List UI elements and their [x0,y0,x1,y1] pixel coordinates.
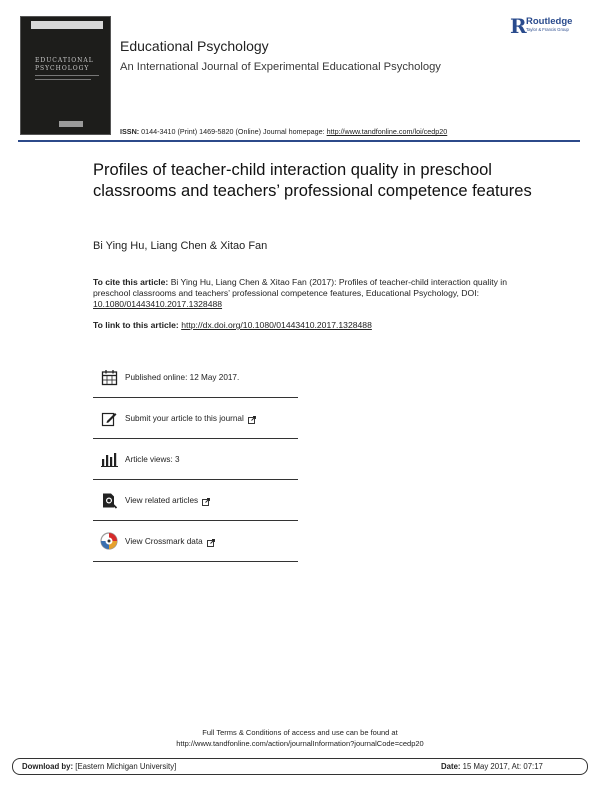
calendar-icon [100,368,118,386]
submit-article-link[interactable]: Submit your article to this journal [125,413,244,423]
downloaded-by [22,762,176,771]
submit-article-item[interactable] [93,398,298,439]
issn-line [120,127,447,136]
published-online-text: Published online: 12 May 2017. [125,372,240,382]
search-document-icon [100,491,118,509]
edit-icon [100,409,118,427]
article-title: Profiles of teacher-child interaction quality in preschool classrooms and teachers’ professional competence features [93,161,532,200]
article-info-list [93,357,298,562]
published-online-item [93,357,298,398]
terms-footer [0,727,600,749]
article-link[interactable]: http://dx.doi.org/10.1080/01443410.2017.1328488 [181,320,372,330]
header-divider [18,140,580,142]
cover-title: EDUCATIONAL PSYCHOLOGY [35,57,94,72]
article-views-text: Article views: 3 [125,454,180,464]
journal-cover-image [20,16,111,135]
article-link-line [93,320,372,330]
cover-rule [35,79,91,80]
download-date [441,762,543,771]
publisher-name: Routledge [526,16,573,27]
crossmark-item[interactable] [93,521,298,562]
external-link-icon [207,532,215,551]
article-views-item [93,439,298,480]
citation-label: To cite this article: [93,277,169,287]
citation-text: Bi Ying Hu, Liang Chen & Xitao Fan (2017): Profiles of teacher-child interaction quality in preschool classrooms and teachers’ professional competence features, Educational Psychology, DOI: [93,277,507,298]
issn-text: 0144-3410 (Print) 1469-5820 (Online) Journal homepage: [141,127,325,136]
download-info-bar [12,758,588,775]
related-articles-item[interactable] [93,480,298,521]
cover-rule [35,75,99,81]
issn-label: ISSN: [120,127,140,136]
crossmark-link[interactable]: View Crossmark data [125,536,203,546]
journal-homepage-link[interactable]: http://www.tandfonline.com/loi/cedp20 [326,127,448,136]
download-date-label: Date: [441,762,461,771]
publisher-tagline: Taylor & Francis Group [526,27,569,32]
bar-chart-icon [100,450,118,468]
journal-subtitle: An International Journal of Experimental Educational Psychology [120,61,441,73]
citation-block [93,277,523,310]
publisher-logo [510,16,572,38]
routledge-r-icon: R [510,14,527,38]
crossmark-icon [100,532,118,550]
external-link-icon [202,491,210,510]
cover-top-band [31,21,103,29]
related-articles-link[interactable]: View related articles [125,495,199,505]
doi-link[interactable]: 10.1080/01443410.2017.1328488 [93,299,223,309]
download-date-value: 15 May 2017, At: 07:17 [462,762,543,771]
downloaded-by-label: Download by: [22,762,74,771]
journal-title: Educational Psychology [120,38,269,54]
downloaded-by-value: [Eastern Michigan University] [75,762,177,771]
external-link-icon [248,409,256,428]
terms-line: Full Terms & Conditions of access and use can be found at [202,728,398,737]
terms-url[interactable]: http://www.tandfonline.com/action/journalInformation?journalCode=cedp20 [176,739,424,748]
article-link-label: To link to this article: [93,320,179,330]
article-authors: Bi Ying Hu, Liang Chen & Xitao Fan [93,240,268,252]
cover-publisher-logo [59,121,83,127]
